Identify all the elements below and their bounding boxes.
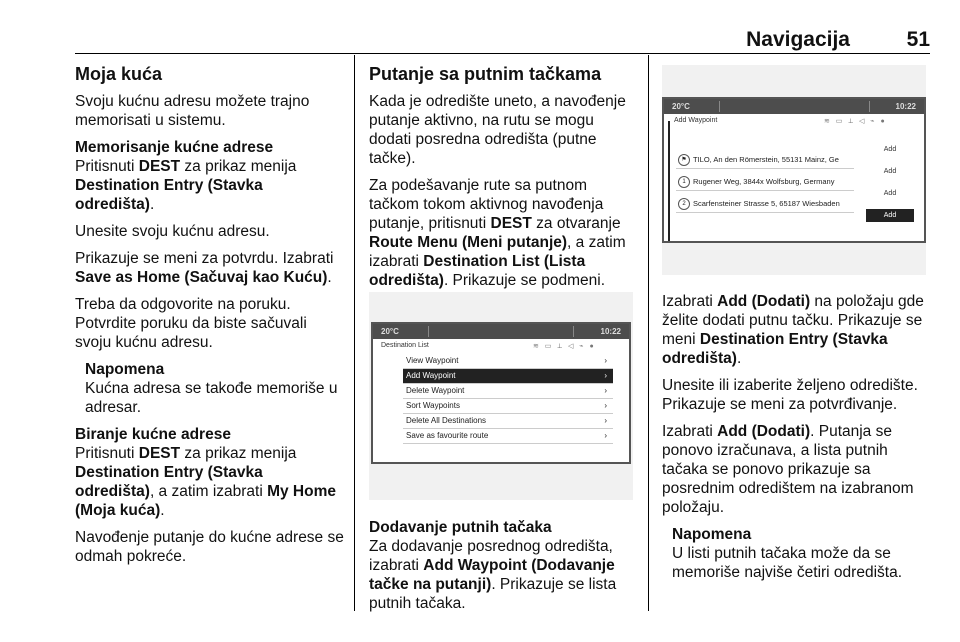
add-button[interactable]: Add <box>866 209 914 222</box>
paragraph: Za dodavanje posrednog odredišta, izabrati Add Waypoint (Dodavanje tačke na putanji). Prikazuje se lista putnih tačaka. <box>369 538 617 612</box>
temperature: 20°C <box>672 102 690 111</box>
menu-item-label: Add Waypoint <box>406 371 456 380</box>
temperature: 20°C <box>381 327 399 336</box>
note-text: Kućna adresa se takođe memoriše u adresar. <box>85 380 338 416</box>
subheading-select-home: Biranje kućne adrese <box>75 426 231 443</box>
menu-item[interactable] <box>403 354 613 369</box>
waypoint-address: TILO, An den Römerstein, 55131 Mainz, Ge <box>693 155 839 164</box>
separator <box>869 101 870 112</box>
paragraph: Za podešavanje rute sa putnom tačkom tokom aktivnog navođenja putanje, pritisnuti DEST za otvaranje Route Menu (Meni putanje), a zatim izabrati Destination List (Lista odredišta). Prikazuje se podmeni. <box>369 177 626 289</box>
clock: 10:22 <box>895 102 916 111</box>
waypoint-marker-icon: 2 <box>678 198 690 210</box>
paragraph: Navođenje putanje do kućne adrese se odmah pokreće. <box>75 529 344 565</box>
chevron-right-icon: › <box>604 371 607 380</box>
status-icons: ≋ ▭ ⟂ ◁ ⌁ ● <box>533 343 596 350</box>
menu-item[interactable] <box>403 384 613 399</box>
menu-item-label: Save as favourite route <box>406 431 489 440</box>
page-number: 51 <box>906 28 930 51</box>
add-button[interactable]: Add <box>883 190 897 197</box>
intro-text: Svoju kućnu adresu možete trajno memorisati u sistemu. <box>75 93 310 129</box>
heading-my-home: Moja kuća <box>75 64 163 84</box>
separator <box>719 101 720 112</box>
chevron-right-icon: › <box>604 431 607 440</box>
column-3 <box>662 292 932 590</box>
destination-flag-icon: ⚑ <box>678 154 690 166</box>
note-title: Napomena <box>85 361 165 378</box>
note-text: U listi putnih tačaka može da se memoriše najviše četiri odredišta. <box>672 545 903 581</box>
separator <box>573 326 574 337</box>
add-button[interactable]: Add <box>883 146 897 153</box>
chevron-right-icon: › <box>604 416 607 425</box>
screen-label: Add Waypoint <box>674 117 718 124</box>
waypoint-address: Scarfensteiner Strasse 5, 65187 Wiesbaden <box>693 199 840 208</box>
paragraph: Unesite ili izaberite željeno odredište. Prikazuje se meni za potvrđivanje. <box>662 377 918 413</box>
section-title: Navigacija <box>746 28 850 51</box>
add-button[interactable]: Add <box>883 168 897 175</box>
menu-item[interactable] <box>403 399 613 414</box>
column-2-top <box>369 62 637 298</box>
menu-item[interactable] <box>403 429 613 444</box>
destination-menu <box>403 354 613 444</box>
heading-waypoints: Putanje sa putnim tačkama <box>369 64 602 84</box>
waypoint-row[interactable] <box>676 173 854 191</box>
paragraph: Prikazuje se meni za potvrdu. Izabrati Save as Home (Sačuvaj kao Kuću). <box>75 250 334 286</box>
chevron-right-icon: › <box>604 386 607 395</box>
separator <box>428 326 429 337</box>
display-screen <box>371 322 631 464</box>
waypoint-marker-icon: 1 <box>678 176 690 188</box>
paragraph: Izabrati Add (Dodati). Putanja se ponovo izračunava, a lista putnih tačaka se ponovo prikazuje sa posrednim odredištem na izabranom položaju. <box>662 423 914 516</box>
waypoint-address: Rugener Weg, 3844x Wolfsburg, Germany <box>693 177 835 186</box>
paragraph: Pritisnuti DEST za prikaz menija Destination Entry (Stavka odredišta), a zatim izabrati My Home (Moja kuća). <box>75 445 336 519</box>
note-title: Napomena <box>672 526 752 543</box>
status-bar <box>373 324 629 339</box>
page-header <box>75 28 930 52</box>
screenshot-add-waypoint <box>662 65 926 275</box>
subheading-add-waypoints: Dodavanje putnih tačaka <box>369 519 552 536</box>
waypoint-row[interactable] <box>676 195 854 213</box>
status-icons: ≋ ▭ ⟂ ◁ ⌁ ● <box>824 118 887 125</box>
display-screen <box>662 97 926 243</box>
route-line <box>668 121 670 241</box>
menu-item-label: View Waypoint <box>406 356 459 365</box>
column-divider-1 <box>354 55 355 611</box>
menu-item-label: Delete Waypoint <box>406 386 465 395</box>
menu-item-label: Sort Waypoints <box>406 401 460 410</box>
chevron-right-icon: › <box>604 356 607 365</box>
note-box <box>672 525 932 582</box>
paragraph: Treba da odgovorite na poruku. Potvrdite poruku da biste sačuvali svoju kućnu adresu. <box>75 296 307 351</box>
clock: 10:22 <box>600 327 621 336</box>
menu-item-label: Delete All Destinations <box>406 416 487 425</box>
paragraph: Kada je odredište uneto, a navođenje putanje aktivno, na rutu se mogu dodati posredna odredišta (putne tačke). <box>369 93 626 167</box>
menu-item[interactable] <box>403 369 613 384</box>
header-rule <box>75 53 930 54</box>
status-bar <box>664 99 924 114</box>
column-divider-2 <box>648 55 649 611</box>
waypoint-row[interactable] <box>676 151 854 169</box>
screenshot-destination-list <box>369 292 633 500</box>
screen-label: Destination List <box>381 342 429 349</box>
paragraph: Unesite svoju kućnu adresu. <box>75 223 270 240</box>
column-2-bottom <box>369 518 637 621</box>
note-box <box>85 360 345 417</box>
subheading-save-home: Memorisanje kućne adrese <box>75 139 274 156</box>
column-1 <box>75 62 345 574</box>
chevron-right-icon: › <box>604 401 607 410</box>
paragraph: Pritisnuti DEST za prikaz menija Destination Entry (Stavka odredišta). <box>75 158 297 213</box>
paragraph: Izabrati Add (Dodati) na položaju gde želite dodati putnu tačku. Prikazuje se meni Destination Entry (Stavka odredišta). <box>662 293 924 367</box>
menu-item[interactable] <box>403 414 613 429</box>
